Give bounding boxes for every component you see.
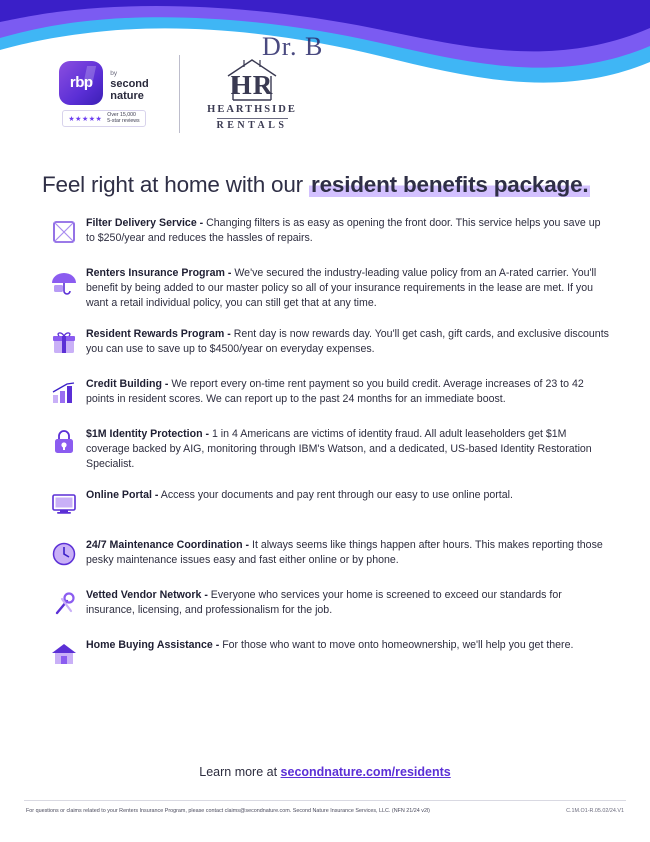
tools-icon — [42, 586, 86, 622]
lock-shield-icon — [42, 425, 86, 461]
list-item — [42, 486, 610, 522]
disclaimer-text: For questions or claims related to your Renters Insurance Program, please contact claims@secondnature.com. Second Nature Insurance Services, LLC. (NFN 21/24 v2l) — [26, 808, 430, 814]
list-item — [42, 375, 610, 411]
list-item — [42, 536, 610, 572]
house-outline-icon — [224, 56, 280, 102]
benefit-title: Filter Delivery Service - — [86, 217, 204, 229]
footer-divider — [24, 800, 626, 801]
benefit-body: Changing filters is as easy as opening the front door. This service helps you save up to $250/year and reduces the hassles of repairs. — [86, 217, 601, 245]
house-icon — [42, 636, 86, 672]
gift-icon — [42, 325, 86, 361]
document-code: C.1M.O1-R.05.02/24.V1 — [566, 808, 624, 814]
benefit-title: Vetted Vendor Network - — [86, 589, 208, 602]
list-item — [42, 325, 610, 361]
secondnature-link[interactable]: secondnature.com/residents — [280, 765, 451, 779]
benefit-title: 24/7 Maintenance Coordination - — [86, 539, 250, 552]
chart-growth-icon — [42, 375, 86, 411]
list-item — [42, 636, 610, 672]
benefit-body: Access your documents and pay rent through our easy to use online portal. — [158, 489, 513, 502]
monitor-icon — [42, 486, 86, 522]
rbp-badge: rbp — [59, 61, 103, 105]
rbp-logo — [45, 61, 163, 128]
rbp-brand-line2: nature — [110, 89, 144, 102]
benefit-title: Resident Rewards Program - — [86, 328, 231, 341]
reviews-count: Over 15,000 — [107, 111, 136, 118]
benefit-title: $1M Identity Protection - — [86, 428, 210, 441]
headline-emphasis: resident benefits package. — [311, 172, 589, 197]
list-item — [42, 586, 610, 622]
reviews-badge — [62, 110, 145, 128]
list-item — [42, 425, 610, 472]
page-title — [42, 172, 590, 198]
benefit-body: Rent day is now rewards day. You'll get cash, gift cards, and exclusive discounts you can use to save up to $4500/year on everyday expenses. — [86, 328, 609, 356]
logo-row — [45, 55, 308, 133]
benefit-body: We've secured the industry-leading value policy from an A-rated carrier. You'll benefit by being added to our master policy so all of your insurance requirements in the lease are met. If you want a retail individual policy, you can still get that at any time. — [86, 267, 597, 310]
reviews-label: 5-star reviews — [107, 117, 140, 124]
headline-prefix: Feel right at home with our — [42, 172, 310, 197]
benefit-title: Home Buying Assistance - — [86, 639, 220, 652]
logo-divider — [179, 55, 180, 133]
rbp-brand-line1: second — [110, 78, 149, 91]
benefit-body: For those who want to move onto homeownership, we'll help you get there. — [219, 639, 574, 652]
clock-icon — [42, 536, 86, 572]
benefit-title: Credit Building - — [86, 378, 169, 391]
learn-more-prefix: Learn more at — [199, 765, 281, 779]
svg-text:HR: HR — [230, 69, 274, 100]
filter-icon — [42, 214, 86, 250]
star-rating-icon: ★★★★★ — [68, 115, 103, 123]
rbp-by-label: by — [110, 70, 118, 78]
benefit-body: 1 in 4 Americans are victims of identity fraud. All adult leaseholders get $1M coverage backed by AIG, monitoring through IBM's Watson, and a dedicated, US-based Identity Restoration Specialist. — [86, 428, 592, 471]
benefit-title: Online Portal - — [86, 489, 159, 502]
hearthside-name: HEARTHSIDE — [207, 103, 297, 115]
benefit-title: Renters Insurance Program - — [86, 267, 232, 279]
benefits-list — [42, 214, 610, 686]
benefit-body: Everyone who services your home is screened to exceed our standards for insurance, licensing, and professionalism for the job. — [86, 589, 562, 617]
list-item — [42, 214, 610, 250]
hearthside-logo — [196, 56, 308, 133]
benefit-body: We report every on-time rent payment so you build credit. Average increases of 23 to 42 points in resident scores. We can report up to the past 24 months for an immediate boost. — [86, 378, 584, 406]
banner-title: Dr. B — [262, 32, 324, 61]
benefit-body: It always seems like things happen after hours. This makes reporting those pesky maintenance issues easy and fast either online or by phone. — [86, 539, 603, 567]
list-item — [42, 264, 610, 311]
umbrella-icon — [42, 264, 86, 300]
hearthside-subname: RENTALS — [216, 119, 288, 131]
learn-more — [0, 765, 650, 779]
